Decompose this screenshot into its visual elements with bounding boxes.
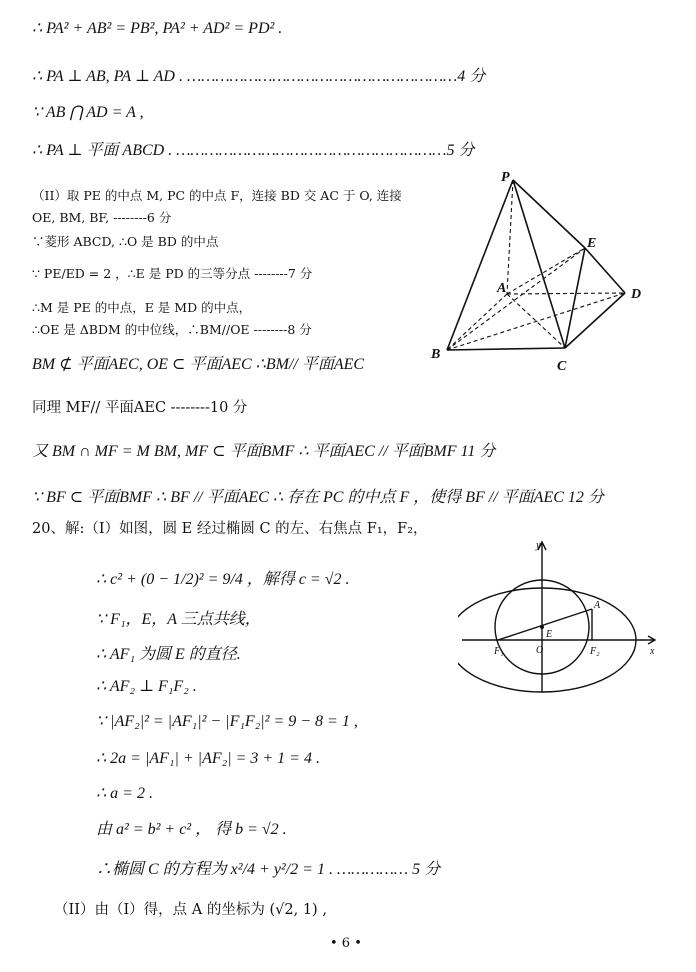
label-x: x: [650, 646, 655, 657]
pyramid-figure: [425, 168, 650, 378]
text-line: ∴ AF₁ 为圆 E 的直径.: [96, 646, 241, 663]
label-D: D: [631, 287, 642, 302]
text-line: 由 a² = b² + c² ， 得 b = √2 .: [96, 821, 287, 838]
text-line: ∵ PE/ED = 2 ，∴E 是 PD 的三等分点 --------7 分: [32, 266, 313, 281]
label-P: P: [501, 170, 510, 185]
text-line: （II）由（I）得，点 A 的坐标为 (√2, 1) ,: [54, 902, 327, 918]
text-line: （II）取 PE 的中点 M, PC 的中点 F，连接 BD 交 AC 于 O, 连接: [32, 188, 402, 203]
label-A: A: [594, 600, 601, 611]
text-line: ∴ 2a = |AF₁| + |AF₂| = 3 + 1 = 4 .: [96, 750, 320, 767]
text-line: ∵ AB ⋂ AD = A ,: [32, 104, 144, 121]
text-line: BM ⊄ 平面AEC, OE ⊂ 平面AEC ∴BM// 平面AEC: [32, 356, 365, 373]
text-line: ∴ a = 2 .: [96, 785, 153, 802]
text-line: ∵ F₁，E，A 三点共线，: [96, 611, 261, 628]
text-line: ∴ PA² + AB² = PB², PA² + AD² = PD² .: [32, 20, 283, 37]
text-line: ∵菱形 ABCD, ∴O 是 BD 的中点: [32, 234, 219, 249]
ellipse-circle-figure: [458, 536, 664, 696]
label-F1: F₁: [494, 646, 504, 657]
label-B: B: [431, 347, 441, 362]
label-E: E: [587, 236, 597, 251]
text-line: ∴ AF₂ ⊥ F₁F₂ .: [96, 678, 197, 695]
text-line: ∵ BF ⊂ 平面BMF ∴ BF // 平面AEC ∴ 存在 PC 的中点 F ，使得 BF // 平面AEC 12 分: [32, 489, 604, 506]
text-line: 同理 MF// 平面AEC --------10 分: [32, 400, 248, 416]
text-line: ∴ c² + (0 − 1/2)² = 9/4 ，解得 c = √2 .: [96, 571, 350, 588]
text-line: OE, BM, BF, --------6 分: [32, 210, 172, 225]
text-line: ∴椭圆 C 的方程为 x²/4 + y²/2 = 1 . …………… 5 分: [96, 861, 441, 878]
label-C: C: [557, 359, 567, 374]
text-line: 20、解:（I）如图，圆 E 经过椭圆 C 的左、右焦点 F₁，F₂，: [32, 521, 428, 537]
label-A: A: [497, 281, 507, 296]
text-line: ∴M 是 PE 的中点，E 是 MD 的中点，: [32, 300, 252, 315]
text-line: ∴ PA ⊥ 平面 ABCD . …………………………………………………5 分: [32, 142, 475, 159]
text-line: ∴ PA ⊥ AB, PA ⊥ AD . …………………………………………………4 分: [32, 68, 486, 85]
text-line: ∵ |AF₂|² = |AF₁|² − |F₁F₂|² = 9 − 8 = 1 ,: [96, 713, 358, 730]
page-number: • 6 •: [330, 936, 362, 951]
text-line: 又 BM ∩ MF = M BM, MF ⊂ 平面BMF ∴ 平面AEC // 平面BMF 11 分: [32, 443, 496, 460]
label-y: y: [536, 540, 541, 551]
text-line: ∴OE 是 ΔBDM 的中位线，∴BM//OE --------8 分: [32, 322, 312, 337]
label-F2: F₂: [590, 646, 600, 657]
label-E: E: [546, 629, 553, 640]
label-O: O: [536, 645, 544, 656]
